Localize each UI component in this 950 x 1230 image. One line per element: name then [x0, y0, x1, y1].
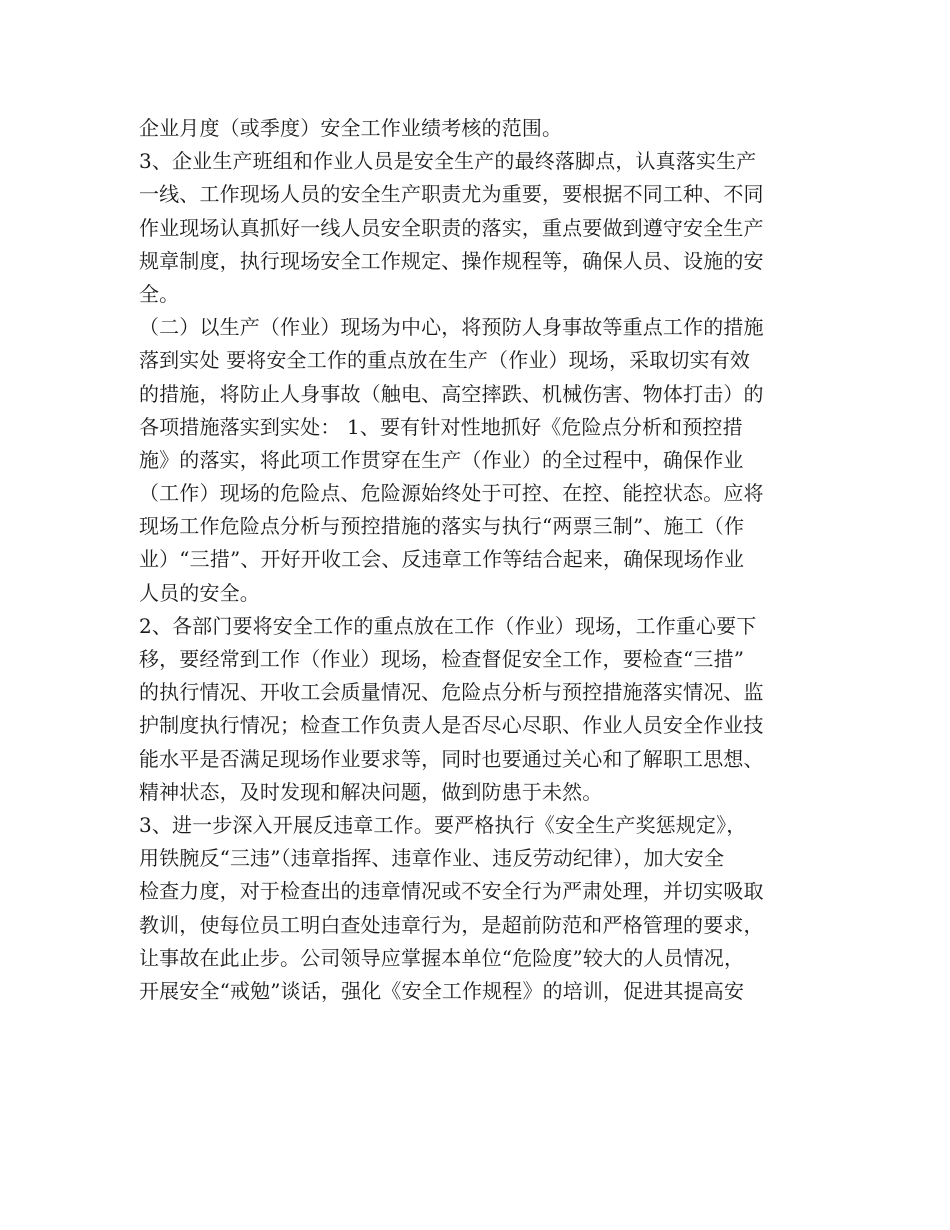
text-line: （二）以生产（作业）现场为中心，将预防人身事故等重点工作的措施 [139, 315, 764, 340]
text-line: 规章制度，执行现场安全工作规定、操作规程等，确保人员、设施的安 [139, 248, 764, 273]
text-line: （工作）现场的危险点、危险源始终处于可控、在控、能控状态。应将 [139, 481, 764, 506]
text-line: 全。 [139, 281, 180, 306]
text-line: 用铁腕反“三违”（违章指挥、违章作业、违反劳动纪律），加大安全 [139, 846, 725, 871]
text-line: 检查力度，对于检查出的违章情况或不安全行为严肃处理，并切实吸取 [139, 879, 764, 904]
document-body [139, 112, 819, 1008]
text-line: 移，要经常到工作（作业）现场，检查督促安全工作，要检查“三措” [139, 647, 745, 671]
text-line: 业）“三措”、开好开收工会、反违章工作等结合起来，确保现场作业 [139, 547, 745, 572]
text-line: 精神状态，及时发现和解决问题，做到防患于未然。 [139, 779, 603, 804]
text-line: 的措施，将防止人身事故（触电、高空摔跌、机械伤害、物体打击）的 [139, 381, 764, 406]
text-line: 现场工作危险点分析与预控措施的落实与执行“两票三制”、施工（作 [139, 514, 745, 539]
text-line: 人员的安全。 [139, 580, 260, 605]
text-line: 护制度执行情况；检查工作负责人是否尽心尽职、作业人员安全作业技 [139, 713, 764, 738]
text-line: 2、各部门要将安全工作的重点放在工作（作业）现场，工作重心要下 [139, 613, 757, 638]
text-line: 能水平是否满足现场作业要求等，同时也要通过关心和了解职工思想、 [139, 746, 764, 771]
text-line: 的执行情况、开收工会质量情况、危险点分析与预控措施落实情况、监 [139, 680, 764, 705]
text-line: 落到实处 要将安全工作的重点放在生产（作业）现场，采取切实有效 [139, 348, 751, 373]
text-line: 作业现场认真抓好一线人员安全职责的落实，重点要做到遵守安全生产 [139, 215, 764, 240]
text-line: 3、进一步深入开展反违章工作。要严格执行《安全生产奖惩规定》， [139, 812, 747, 837]
text-line: 3、企业生产班组和作业人员是安全生产的最终落脚点，认真落实生产 [139, 149, 757, 174]
text-line: 各项措施落实到实处： 1、要有针对性地抓好《危险点分析和预控措 [139, 414, 743, 439]
text-line: 开展安全“戒勉”谈话，强化《安全工作规程》的培训，促进其提高安 [139, 978, 745, 1003]
text-line: 一线、工作现场人员的安全生产职责尤为重要，要根据不同工种、不同 [139, 182, 764, 207]
text-line: 施》的落实，将此项工作贯穿在生产（作业）的全过程中，确保作业 [139, 447, 744, 472]
text-line: 教训，使每位员工明白查处违章行为，是超前防范和严格管理的要求， [139, 912, 764, 937]
text-line: 让事故在此止步。公司领导应掌握本单位“危险度”较大的人员情况， [139, 945, 745, 970]
text-line: 企业月度（或季度）安全工作业绩考核的范围。 [139, 116, 563, 140]
